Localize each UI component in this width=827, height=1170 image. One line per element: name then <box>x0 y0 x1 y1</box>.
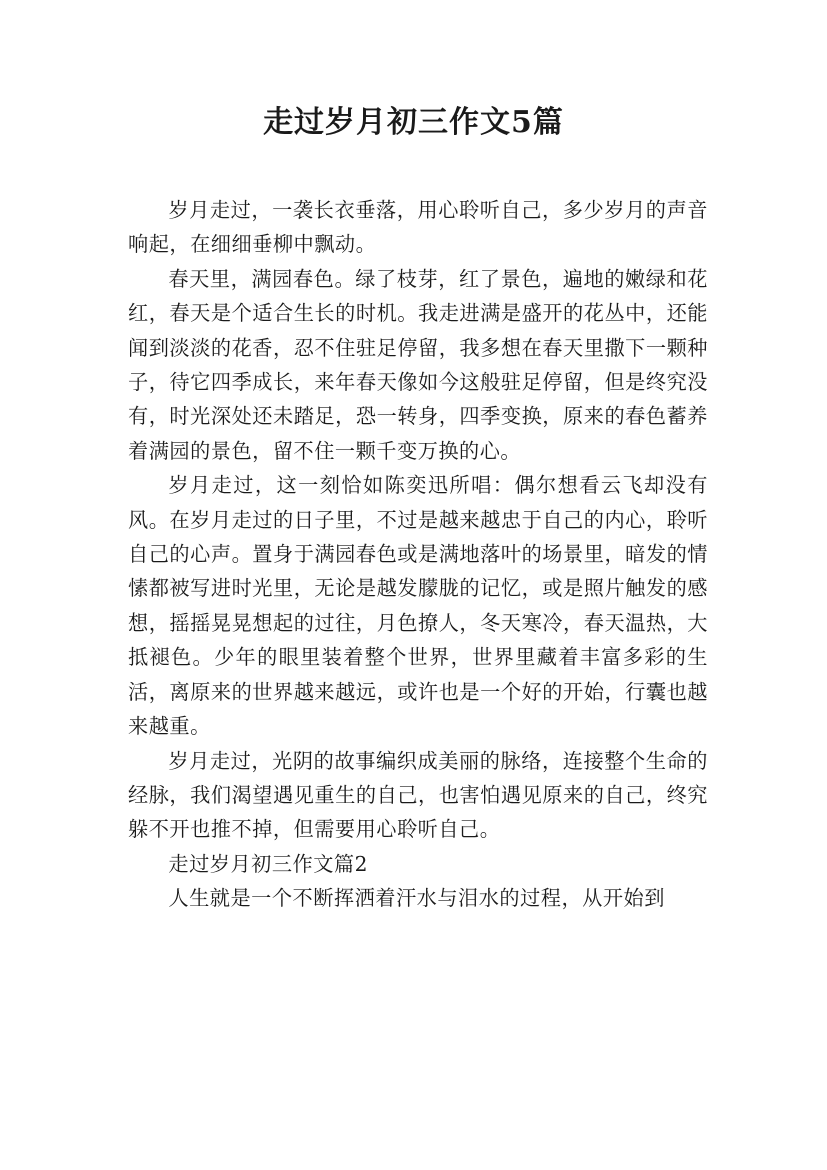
paragraph-1: 岁月走过，一袭长衣垂落，用心聆听自己，多少岁月的声音响起，在细细垂柳中飘动。 <box>128 198 708 257</box>
document-body <box>128 193 708 916</box>
paragraph-5: 人生就是一个不断挥洒着汗水与泪水的过程，从开始到 <box>168 886 665 911</box>
document-title: 走过岁月初三作文5篇 <box>263 105 564 140</box>
paragraph-4: 岁月走过，光阴的故事编织成美丽的脉络，连接整个生命的经脉，我们渴望遇见重生的自己，也害怕遇见原来的自己，终究躲不开也推不掉，但需要用心聆听自己。 <box>128 748 708 842</box>
section-heading: 走过岁月初三作文篇2 <box>168 851 368 876</box>
paragraph-3: 岁月走过，这一刻恰如陈奕迅所唱：偶尔想看云飞却没有风。在岁月走过的日子里，不过是越来越忠于自己的内心，聆听自己的心声。置身于满园春色或是满地落叶的场景里，暗发的情愫都被写进时光里，无论是越发朦胧的记忆，或是照片触发的感想，摇摇晃晃想起的过往，月色撩人，冬天寒冷，春天温热，大抵褪色。少年的眼里装着整个世界，世界里藏着丰富多彩的生活，离原来的世界越来越远，或许也是一个好的开始，行囊也越来越重。 <box>128 473 708 739</box>
paragraph-2: 春天里，满园春色。绿了枝芽，红了景色，遍地的嫩绿和花红，春天是个适合生长的时机。我走进满是盛开的花丛中，还能闻到淡淡的花香，忍不住驻足停留，我多想在春天里撒下一颗种子，待它四季成长，来年春天像如今这般驻足停留，但是终究没有，时光深处还未踏足，恐一转身，四季变换，原来的春色蓄养着满园的景色，留不住一颗千变万换的心。 <box>128 266 708 463</box>
